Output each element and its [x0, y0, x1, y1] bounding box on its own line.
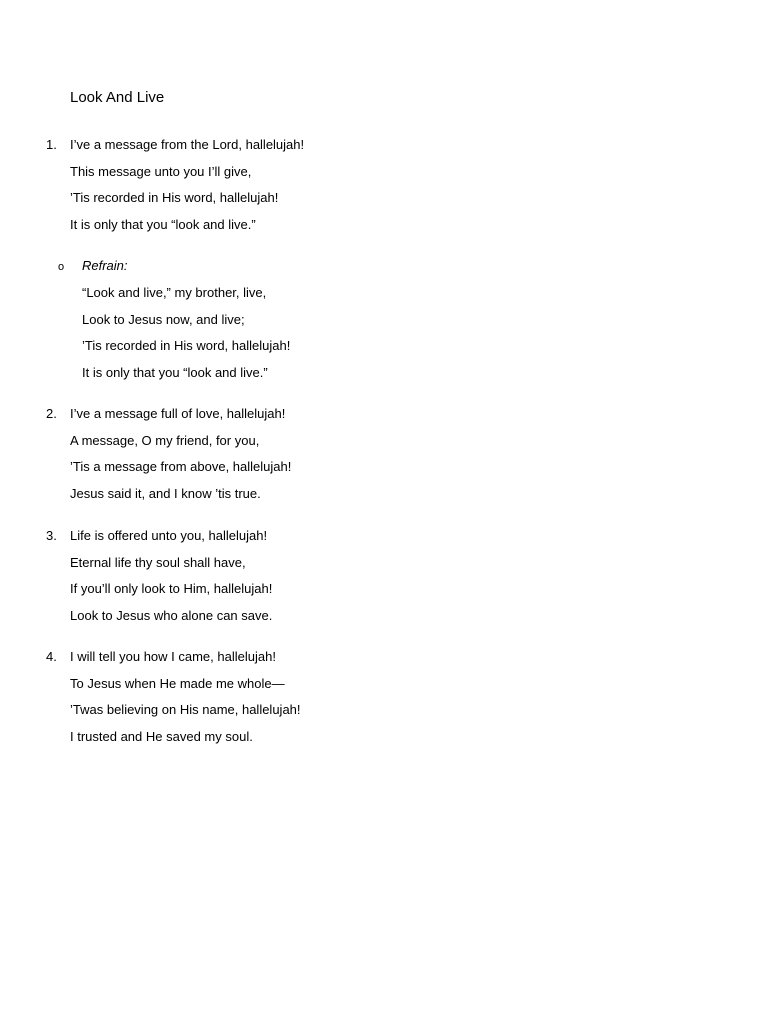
verse-number: 1. — [46, 137, 57, 152]
verse-line: To Jesus when He made me whole— — [70, 676, 285, 691]
refrain-line: Look to Jesus now, and live; — [82, 312, 245, 327]
verse-line: Life is offered unto you, hallelujah! — [70, 528, 268, 543]
verse-line: Look to Jesus who alone can save. — [70, 608, 273, 623]
verse-line: Eternal life thy soul shall have, — [70, 555, 246, 570]
refrain-line: “Look and live,” my brother, live, — [82, 285, 267, 300]
verse-line: I’ve a message full of love, hallelujah! — [70, 406, 286, 421]
verse-line: A message, O my friend, for you, — [70, 433, 260, 448]
refrain-label: Refrain: — [82, 258, 128, 273]
refrain-line: It is only that you “look and live.” — [82, 365, 268, 380]
verse-line: I trusted and He saved my soul. — [70, 729, 253, 744]
refrain-line: ’Tis recorded in His word, hallelujah! — [82, 338, 291, 353]
verse-line: ’Tis a message from above, hallelujah! — [70, 459, 292, 474]
refrain-bullet: o — [58, 261, 65, 273]
verse-number: 3. — [46, 528, 57, 543]
verse-line: ’Tis recorded in His word, hallelujah! — [70, 190, 279, 205]
page-title: Look And Live — [70, 89, 165, 106]
verse-line: If you’ll only look to Him, hallelujah! — [70, 581, 273, 596]
verse-number: 2. — [46, 406, 57, 421]
verse-line: Jesus said it, and I know ’tis true. — [70, 486, 261, 501]
verse-line: It is only that you “look and live.” — [70, 217, 256, 232]
verse-number: 4. — [46, 649, 57, 664]
verse-line: ’Twas believing on His name, hallelujah! — [70, 702, 301, 717]
verse-line: This message unto you I’ll give, — [70, 164, 252, 179]
verse-line: I’ve a message from the Lord, hallelujah! — [70, 137, 305, 152]
verse-line: I will tell you how I came, hallelujah! — [70, 649, 276, 664]
